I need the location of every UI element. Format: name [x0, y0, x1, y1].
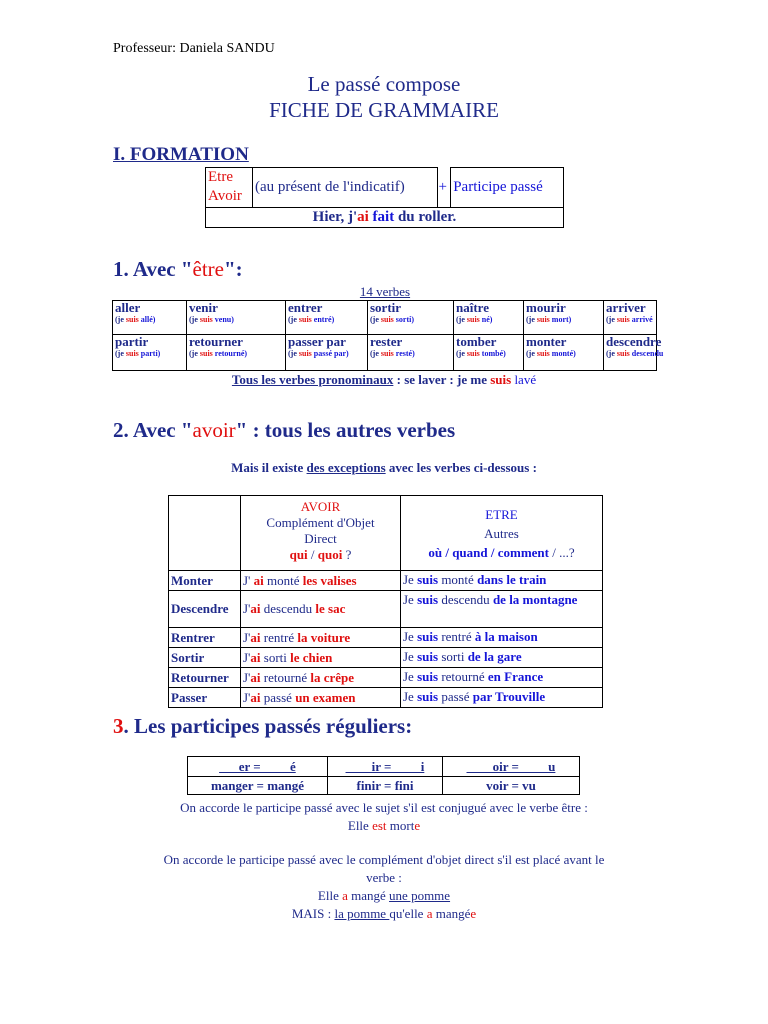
header-etre-l3: / ...?: [549, 544, 575, 560]
example-participle: fait: [368, 209, 395, 225]
etre-verb-cell: [454, 301, 524, 335]
etre-verb-cell: [604, 301, 657, 335]
etre-verb: aller: [115, 300, 141, 315]
etre-verb-conjugation: (je suis né): [456, 315, 493, 324]
etre-verb: passer par: [288, 334, 346, 349]
example-part-a: Hier, j': [312, 209, 358, 225]
etre-heading-a: 1. Avec ": [113, 257, 193, 281]
header-qui: qui: [289, 547, 308, 562]
etre-verb-conjugation: (je suis venu): [189, 315, 234, 324]
exception-avoir: J'ai rentré la voiture: [241, 628, 401, 648]
etre-verb-conjugation: (je suis allé): [115, 315, 156, 324]
avoir-heading-a: 2. Avec ": [113, 418, 193, 442]
section-avoir-heading: [113, 418, 455, 443]
avoir-heading-c: " : tous les autres verbes: [235, 418, 456, 442]
header-q: ?: [342, 547, 352, 562]
agreement-rules: [0, 799, 768, 923]
exceptions-intro: [0, 460, 768, 476]
etre-verb-cell: [368, 335, 454, 371]
etre-verb: arriver: [606, 300, 646, 315]
etre-verb-cell: [187, 335, 286, 371]
etre-verb-conjugation: (je suis parti): [115, 349, 161, 358]
etre-heading-c: ":: [223, 257, 243, 281]
etre-verb: mourir: [526, 300, 566, 315]
header-avoir-title: AVOIR: [300, 499, 341, 514]
etre-verb-cell: [187, 301, 286, 335]
avoir-heading-word: avoir: [192, 418, 236, 442]
exception-etre: Je suis sorti de la gare: [401, 648, 603, 668]
etre-verb-cell: [524, 335, 604, 371]
rule-ir: ____ir = ____i: [328, 757, 443, 777]
regular-participles-table: [187, 756, 580, 795]
header-avoir-l1: Complément d'Objet: [266, 515, 375, 530]
professor-line: Professeur: Daniela SANDU: [113, 41, 275, 56]
section-formation-heading: I. FORMATION: [113, 144, 249, 165]
etre-verb-conjugation: (je suis sorti): [370, 315, 415, 324]
etre-verb-conjugation: (je suis entré): [288, 315, 335, 324]
exceptions-header-row: [169, 496, 603, 571]
etre-verb-cell: [286, 335, 368, 371]
etre-verbs-table: [112, 300, 664, 371]
etre-verb: venir: [189, 300, 218, 315]
etre-verb: entrer: [288, 300, 323, 315]
section-etre-heading: [113, 257, 243, 282]
etre-verb: sortir: [370, 300, 402, 315]
rule-1-example: Elle est morte: [347, 818, 421, 833]
header-etre-l1: Autres: [484, 525, 519, 541]
etre-verb-cell: [286, 301, 368, 335]
exception-verb: Retourner: [169, 668, 241, 688]
etre-verb-cell: [368, 301, 454, 335]
intro-exceptions: des exceptions: [306, 460, 386, 475]
aux-avoir: Avoir: [208, 188, 242, 204]
etre-verb-cell: [113, 301, 187, 335]
header-quoi: quoi: [317, 547, 343, 562]
exception-avoir: J'ai descendu le sac: [241, 591, 401, 628]
section-participes-heading: [113, 714, 412, 739]
rule-2-cont: verbe :: [366, 870, 402, 885]
exceptions-table: [168, 495, 603, 708]
etre-verb-conjugation: (je suis resté): [370, 349, 415, 358]
intro-c: avec les verbes ci-dessous :: [385, 460, 537, 475]
header-avoir-l2: Direct: [304, 531, 337, 546]
etre-verb-cell: [454, 335, 524, 371]
example-ir: finir = fini: [328, 777, 443, 795]
header-etre-title: ETRE: [485, 506, 518, 522]
header-empty-cell: [169, 496, 241, 571]
page-subtitle: FICHE DE GRAMMAIRE: [269, 98, 499, 122]
exception-verb: Passer: [169, 688, 241, 708]
example-oir: voir = vu: [443, 777, 580, 795]
etre-verb-cell: [604, 334, 664, 371]
etre-verb-conjugation: (je suis monté): [526, 349, 576, 358]
pronominal-example: : se laver : je me: [393, 372, 491, 387]
header-sep: /: [307, 547, 318, 562]
exception-verb: Monter: [169, 571, 241, 591]
etre-verb: rester: [370, 334, 403, 349]
rule-er: ___er = ____é: [188, 757, 328, 777]
etre-verb-conjugation: (je suis arrivé: [606, 315, 653, 324]
participe-cell: Participe passé: [451, 168, 564, 208]
etre-verb: descendre: [606, 334, 662, 349]
exception-row: [169, 648, 603, 668]
pronominal-line: [0, 372, 768, 388]
header-avoir-cell: [241, 496, 401, 571]
etre-verb: retourner: [189, 334, 243, 349]
participes-heading-number: 3: [113, 714, 124, 738]
exception-row: [169, 668, 603, 688]
exception-etre: Je suis monté dans le train: [401, 571, 603, 591]
exception-row: [169, 571, 603, 591]
rule-2-example: Elle a mangé une pomme: [317, 888, 451, 903]
exception-row: [169, 591, 603, 628]
exception-avoir: J' ai monté les valises: [241, 571, 401, 591]
pronominal-participle: lavé: [511, 372, 537, 387]
exception-etre: Je suis retourné en France: [401, 668, 603, 688]
etre-verb-conjugation: (je suis descendu: [606, 349, 664, 358]
example-aux: ai: [357, 209, 369, 225]
header-etre-l2: où / quand / comment: [428, 544, 549, 560]
etre-verb-conjugation: (je suis retourné): [189, 349, 248, 358]
exception-etre: Je suis rentré à la maison: [401, 628, 603, 648]
exception-row: [169, 688, 603, 708]
example-part-d: du roller.: [394, 209, 457, 225]
etre-heading-word: être: [192, 257, 224, 281]
exception-verb: Sortir: [169, 648, 241, 668]
exception-etre: Je suis descendu de la montagne: [401, 591, 603, 628]
formation-example: [206, 208, 564, 228]
rule-2: On accorde le participe passé avec le complément d'objet direct s'il est placé avant le: [163, 852, 605, 867]
rule-1: On accorde le participe passé avec le sujet s'il est conjugué avec le verbe être :: [180, 800, 588, 815]
example-er: manger = mangé: [188, 777, 328, 795]
exception-row: [169, 628, 603, 648]
participes-heading-text: . Les participes passés réguliers:: [123, 714, 413, 738]
plus-sign: +: [438, 178, 447, 195]
etre-verb-conjugation: (je suis tombé): [456, 349, 506, 358]
exception-verb: Descendre: [169, 591, 241, 628]
etre-verb: partir: [115, 334, 149, 349]
etre-verb-cell: [524, 301, 604, 335]
exception-avoir: J'ai passé un examen: [241, 688, 401, 708]
aux-etre: Etre: [208, 169, 233, 185]
page-title: Le passé compose: [307, 72, 461, 96]
exception-avoir: J'ai sorti le chien: [241, 648, 401, 668]
rule-2-mais: MAIS : la pomme qu'elle a mangée: [291, 906, 477, 921]
etre-verb: monter: [526, 334, 567, 349]
verbs-row-1: [113, 301, 657, 335]
verbs-count: 14 verbes: [359, 284, 411, 299]
etre-verb: naître: [456, 300, 489, 315]
etre-verb-cell: [113, 335, 187, 371]
intro-a: Mais il existe: [231, 460, 307, 475]
aux-cell: [206, 168, 253, 208]
formation-table: [205, 167, 564, 228]
exception-verb: Rentrer: [169, 628, 241, 648]
pronominal-label: Tous les verbes pronominaux: [231, 372, 394, 387]
exception-etre: Je suis passé par Trouville: [401, 688, 603, 708]
verbs-row-2: [113, 335, 657, 371]
exception-avoir: J'ai retourné la crêpe: [241, 668, 401, 688]
rule-oir: ____oir = ____u: [443, 757, 580, 777]
etre-verb: tomber: [456, 334, 497, 349]
etre-verb-conjugation: (je suis mort): [526, 315, 572, 324]
pronominal-aux: suis: [490, 372, 512, 387]
etre-verb-conjugation: (je suis passé par): [288, 349, 349, 358]
header-etre-cell: [401, 496, 603, 571]
present-cell: (au présent de l'indicatif): [253, 168, 438, 208]
